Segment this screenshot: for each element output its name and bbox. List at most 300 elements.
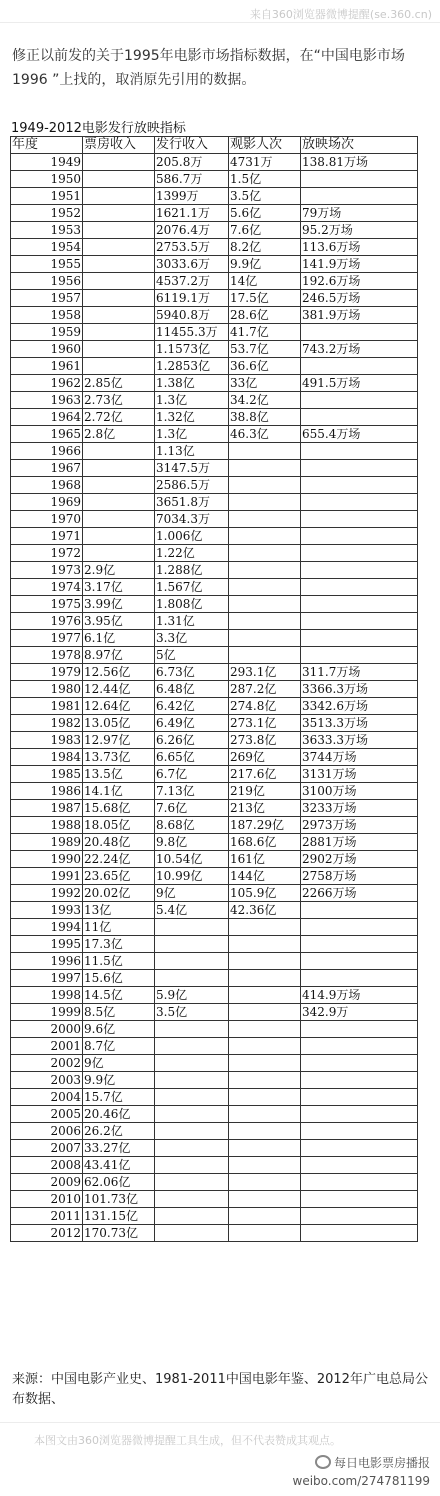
cell-year: 1977: [11, 630, 83, 647]
cell-audience: [229, 613, 301, 630]
cell-distribution: 1.13亿: [155, 443, 229, 460]
cell-box-office: [83, 511, 155, 528]
cell-audience: [229, 1174, 301, 1191]
cell-audience: [229, 1191, 301, 1208]
cell-distribution: 1399万: [155, 188, 229, 205]
cell-audience: [229, 477, 301, 494]
cell-distribution: 6.48亿: [155, 681, 229, 698]
cell-year: 2009: [11, 1174, 83, 1191]
cell-year: 1952: [11, 205, 83, 222]
cell-screenings: [301, 1191, 418, 1208]
cell-audience: [229, 987, 301, 1004]
cell-audience: 8.2亿: [229, 239, 301, 256]
cell-screenings: 381.9万场: [301, 307, 418, 324]
cell-screenings: [301, 579, 418, 596]
cell-screenings: 2758万场: [301, 868, 418, 885]
cell-year: 1960: [11, 341, 83, 358]
table-row: [11, 545, 418, 562]
cell-distribution: 11455.3万: [155, 324, 229, 341]
cell-box-office: [83, 222, 155, 239]
cell-box-office: 18.05亿: [83, 817, 155, 834]
table-row: [11, 1072, 418, 1089]
cell-year: 1983: [11, 732, 83, 749]
cell-audience: [229, 1072, 301, 1089]
cell-distribution: [155, 1191, 229, 1208]
cell-screenings: [301, 1174, 418, 1191]
cell-box-office: [83, 324, 155, 341]
cell-year: 1955: [11, 256, 83, 273]
cell-distribution: 6.42亿: [155, 698, 229, 715]
cell-distribution: 7.13亿: [155, 783, 229, 800]
table-row: [11, 630, 418, 647]
cell-screenings: [301, 528, 418, 545]
cell-distribution: 3.3亿: [155, 630, 229, 647]
table-row: [11, 953, 418, 970]
cell-screenings: [301, 647, 418, 664]
cell-year: 1970: [11, 511, 83, 528]
table-row: [11, 800, 418, 817]
cell-distribution: 1.32亿: [155, 409, 229, 426]
cell-audience: [229, 953, 301, 970]
cell-distribution: 8.68亿: [155, 817, 229, 834]
cell-box-office: 15.7亿: [83, 1089, 155, 1106]
cell-screenings: 113.6万场: [301, 239, 418, 256]
weibo-account-name: 每日电影票房播报: [333, 1456, 430, 1470]
header-audience: 观影人次: [229, 137, 301, 154]
table-row: [11, 562, 418, 579]
table-row: [11, 1004, 418, 1021]
cell-year: 2002: [11, 1055, 83, 1072]
cell-distribution: 1.3亿: [155, 392, 229, 409]
cell-box-office: 13.05亿: [83, 715, 155, 732]
cell-year: 2004: [11, 1089, 83, 1106]
cell-box-office: 20.02亿: [83, 885, 155, 902]
cell-year: 1984: [11, 749, 83, 766]
cell-distribution: [155, 1140, 229, 1157]
cell-distribution: 2586.5万: [155, 477, 229, 494]
cell-screenings: 655.4万场: [301, 426, 418, 443]
cell-distribution: 9亿: [155, 885, 229, 902]
table-row: [11, 443, 418, 460]
cell-audience: 3.5亿: [229, 188, 301, 205]
cell-box-office: 3.99亿: [83, 596, 155, 613]
cell-year: 2008: [11, 1157, 83, 1174]
cell-screenings: [301, 562, 418, 579]
cell-year: 1963: [11, 392, 83, 409]
cell-distribution: 9.8亿: [155, 834, 229, 851]
cell-distribution: 5.9亿: [155, 987, 229, 1004]
cell-audience: [229, 1055, 301, 1072]
cell-year: 1982: [11, 715, 83, 732]
cell-audience: [229, 1004, 301, 1021]
cell-audience: [229, 562, 301, 579]
cell-audience: 293.1亿: [229, 664, 301, 681]
cell-year: 1957: [11, 290, 83, 307]
cell-screenings: 79万场: [301, 205, 418, 222]
cell-screenings: 246.5万场: [301, 290, 418, 307]
cell-distribution: 1.567亿: [155, 579, 229, 596]
table-row: [11, 154, 418, 171]
table-row: [11, 919, 418, 936]
cell-box-office: [83, 494, 155, 511]
film-stats-table: [10, 136, 418, 1242]
header-box-office: 票房收入: [83, 137, 155, 154]
cell-distribution: [155, 1055, 229, 1072]
cell-distribution: 5亿: [155, 647, 229, 664]
cell-screenings: 743.2万场: [301, 341, 418, 358]
table-row: [11, 341, 418, 358]
table-row: [11, 732, 418, 749]
cell-box-office: 14.5亿: [83, 987, 155, 1004]
cell-audience: [229, 936, 301, 953]
cell-year: 1979: [11, 664, 83, 681]
table-row: [11, 1123, 418, 1140]
table-row: [11, 987, 418, 1004]
cell-year: 2007: [11, 1140, 83, 1157]
table-row: [11, 596, 418, 613]
cell-year: 1951: [11, 188, 83, 205]
cell-audience: 34.2亿: [229, 392, 301, 409]
cell-box-office: 13亿: [83, 902, 155, 919]
cell-screenings: [301, 630, 418, 647]
cell-screenings: [301, 511, 418, 528]
header-distribution: 发行收入: [155, 137, 229, 154]
cell-audience: [229, 970, 301, 987]
table-row: [11, 715, 418, 732]
table-row: [11, 1021, 418, 1038]
cell-year: 1987: [11, 800, 83, 817]
cell-distribution: 3147.5万: [155, 460, 229, 477]
cell-distribution: [155, 1038, 229, 1055]
cell-box-office: [83, 171, 155, 188]
table-row: [11, 834, 418, 851]
cell-box-office: 22.24亿: [83, 851, 155, 868]
cell-distribution: 1.808亿: [155, 596, 229, 613]
cell-screenings: [301, 970, 418, 987]
cell-screenings: 95.2万场: [301, 222, 418, 239]
top-divider: [0, 22, 440, 23]
cell-audience: 1.5亿: [229, 171, 301, 188]
cell-screenings: 3744万场: [301, 749, 418, 766]
cell-box-office: 8.5亿: [83, 1004, 155, 1021]
table-row: [11, 358, 418, 375]
cell-screenings: [301, 1089, 418, 1106]
cell-screenings: 2881万场: [301, 834, 418, 851]
table-row: [11, 936, 418, 953]
table-row: [11, 851, 418, 868]
cell-box-office: 2.9亿: [83, 562, 155, 579]
cell-box-office: 12.44亿: [83, 681, 155, 698]
table-row: [11, 188, 418, 205]
cell-distribution: 3033.6万: [155, 256, 229, 273]
cell-audience: [229, 919, 301, 936]
cell-distribution: 205.8万: [155, 154, 229, 171]
cell-distribution: [155, 1106, 229, 1123]
table-row: [11, 511, 418, 528]
table-row: [11, 681, 418, 698]
cell-screenings: [301, 409, 418, 426]
table-row: [11, 1038, 418, 1055]
cell-year: 1949: [11, 154, 83, 171]
cell-year: 2010: [11, 1191, 83, 1208]
cell-distribution: [155, 1089, 229, 1106]
cell-box-office: [83, 528, 155, 545]
table-row: [11, 698, 418, 715]
cell-screenings: [301, 443, 418, 460]
table-row: [11, 409, 418, 426]
weibo-url: weibo.com/274781199: [292, 1474, 430, 1488]
cell-year: 1961: [11, 358, 83, 375]
cell-box-office: 62.06亿: [83, 1174, 155, 1191]
table-title: 1949-2012电影发行放映指标: [11, 121, 186, 136]
cell-screenings: 414.9万场: [301, 987, 418, 1004]
cell-distribution: 1.22亿: [155, 545, 229, 562]
cell-box-office: 15.68亿: [83, 800, 155, 817]
cell-distribution: 7034.3万: [155, 511, 229, 528]
cell-box-office: 9.9亿: [83, 1072, 155, 1089]
table-row: [11, 494, 418, 511]
cell-audience: [229, 1225, 301, 1242]
table-row: [11, 324, 418, 341]
cell-audience: [229, 1089, 301, 1106]
cell-box-office: 11.5亿: [83, 953, 155, 970]
cell-year: 1993: [11, 902, 83, 919]
cell-distribution: [155, 1072, 229, 1089]
cell-audience: [229, 1021, 301, 1038]
cell-audience: 41.7亿: [229, 324, 301, 341]
cell-screenings: [301, 919, 418, 936]
cell-distribution: 2076.4万: [155, 222, 229, 239]
cell-box-office: [83, 358, 155, 375]
cell-distribution: [155, 1157, 229, 1174]
cell-year: 1967: [11, 460, 83, 477]
cell-audience: 161亿: [229, 851, 301, 868]
cell-audience: 274.8亿: [229, 698, 301, 715]
table-row: [11, 664, 418, 681]
cell-distribution: 6119.1万: [155, 290, 229, 307]
cell-screenings: 3366.3万场: [301, 681, 418, 698]
cell-box-office: 8.97亿: [83, 647, 155, 664]
cell-distribution: 4537.2万: [155, 273, 229, 290]
cell-year: 1958: [11, 307, 83, 324]
cell-screenings: [301, 460, 418, 477]
table-row: [11, 460, 418, 477]
table-row: [11, 307, 418, 324]
table-row: [11, 1191, 418, 1208]
cell-screenings: [301, 596, 418, 613]
cell-audience: [229, 545, 301, 562]
cell-screenings: [301, 1055, 418, 1072]
table-row: [11, 1106, 418, 1123]
cell-year: 1965: [11, 426, 83, 443]
source-citation: 来源：中国电影产业史、1981-2011中国电影年鉴、2012年广电总局公布数据、: [12, 1372, 428, 1407]
cell-year: 1969: [11, 494, 83, 511]
cell-box-office: 17.3亿: [83, 936, 155, 953]
cell-screenings: [301, 171, 418, 188]
cell-distribution: [155, 970, 229, 987]
cell-box-office: [83, 477, 155, 494]
table-row: [11, 528, 418, 545]
cell-box-office: 8.7亿: [83, 1038, 155, 1055]
cell-year: 1953: [11, 222, 83, 239]
cell-box-office: 33.27亿: [83, 1140, 155, 1157]
cell-year: 2005: [11, 1106, 83, 1123]
cell-screenings: [301, 494, 418, 511]
cell-audience: 287.2亿: [229, 681, 301, 698]
cell-year: 1995: [11, 936, 83, 953]
cell-screenings: 138.81万场: [301, 154, 418, 171]
cell-audience: 144亿: [229, 868, 301, 885]
footer-divider: [0, 1422, 440, 1423]
table-row: [11, 766, 418, 783]
cell-distribution: 5.4亿: [155, 902, 229, 919]
cell-year: 1992: [11, 885, 83, 902]
cell-year: 2012: [11, 1225, 83, 1242]
cell-screenings: [301, 1225, 418, 1242]
cell-box-office: 6.1亿: [83, 630, 155, 647]
cell-screenings: [301, 324, 418, 341]
cell-year: 2001: [11, 1038, 83, 1055]
cell-box-office: [83, 460, 155, 477]
table-row: [11, 902, 418, 919]
cell-screenings: 3513.3万场: [301, 715, 418, 732]
cell-audience: [229, 528, 301, 545]
cell-distribution: 1.288亿: [155, 562, 229, 579]
cell-year: 1975: [11, 596, 83, 613]
cell-year: 1973: [11, 562, 83, 579]
cell-year: 2011: [11, 1208, 83, 1225]
table-row: [11, 426, 418, 443]
cell-screenings: 491.5万场: [301, 375, 418, 392]
table-row: [11, 1157, 418, 1174]
cell-audience: [229, 1106, 301, 1123]
cell-distribution: 1.2853亿: [155, 358, 229, 375]
cell-box-office: [83, 188, 155, 205]
cell-audience: [229, 494, 301, 511]
cell-distribution: 10.99亿: [155, 868, 229, 885]
cell-audience: 5.6亿: [229, 205, 301, 222]
cell-audience: 53.7亿: [229, 341, 301, 358]
cell-audience: 9.9亿: [229, 256, 301, 273]
cell-screenings: 3233万场: [301, 800, 418, 817]
cell-audience: [229, 647, 301, 664]
cell-distribution: 1.006亿: [155, 528, 229, 545]
cell-screenings: 3633.3万场: [301, 732, 418, 749]
cell-audience: [229, 1140, 301, 1157]
cell-audience: 17.5亿: [229, 290, 301, 307]
cell-year: 1976: [11, 613, 83, 630]
cell-distribution: 1.31亿: [155, 613, 229, 630]
cell-box-office: 131.15亿: [83, 1208, 155, 1225]
cell-box-office: 13.73亿: [83, 749, 155, 766]
cell-audience: [229, 511, 301, 528]
table-row: [11, 885, 418, 902]
cell-year: 1981: [11, 698, 83, 715]
cell-year: 1990: [11, 851, 83, 868]
disclaimer-text: 本图文由360浏览器微博提醒工具生成，但不代表赞成其观点。: [34, 1434, 341, 1447]
cell-box-office: [83, 154, 155, 171]
cell-box-office: 23.65亿: [83, 868, 155, 885]
cell-box-office: [83, 307, 155, 324]
cell-screenings: 192.6万场: [301, 273, 418, 290]
cell-year: 1959: [11, 324, 83, 341]
cell-screenings: 3100万场: [301, 783, 418, 800]
cell-box-office: 20.46亿: [83, 1106, 155, 1123]
cell-distribution: 6.49亿: [155, 715, 229, 732]
cell-distribution: [155, 1021, 229, 1038]
cell-audience: 213亿: [229, 800, 301, 817]
cell-box-office: [83, 256, 155, 273]
cell-screenings: [301, 1123, 418, 1140]
cell-box-office: 3.95亿: [83, 613, 155, 630]
cell-year: 1999: [11, 1004, 83, 1021]
cell-audience: 42.36亿: [229, 902, 301, 919]
cell-screenings: 311.7万场: [301, 664, 418, 681]
cell-screenings: [301, 188, 418, 205]
table-header-row: [11, 137, 418, 154]
cell-year: 1989: [11, 834, 83, 851]
cell-year: 1962: [11, 375, 83, 392]
table-row: [11, 273, 418, 290]
intro-text: 修正以前发的关于1995年电影市场指标数据，在“中国电影市场1996 ”上找的，取消原先引用的数据。: [12, 48, 405, 88]
cell-box-office: 2.85亿: [83, 375, 155, 392]
cell-screenings: [301, 1140, 418, 1157]
weibo-watermark: [293, 1454, 430, 1488]
cell-audience: [229, 630, 301, 647]
cell-audience: 105.9亿: [229, 885, 301, 902]
table-row: [11, 1225, 418, 1242]
cell-distribution: [155, 1174, 229, 1191]
cell-audience: 33亿: [229, 375, 301, 392]
cell-year: 1991: [11, 868, 83, 885]
cell-year: 1978: [11, 647, 83, 664]
cell-year: 1966: [11, 443, 83, 460]
cell-box-office: 9亿: [83, 1055, 155, 1072]
cell-screenings: 3342.6万场: [301, 698, 418, 715]
cell-distribution: 6.7亿: [155, 766, 229, 783]
table-row: [11, 579, 418, 596]
cell-audience: [229, 579, 301, 596]
cell-audience: [229, 596, 301, 613]
cell-screenings: [301, 953, 418, 970]
cell-screenings: [301, 902, 418, 919]
cell-box-office: 170.73亿: [83, 1225, 155, 1242]
cell-year: 2006: [11, 1123, 83, 1140]
cell-audience: [229, 443, 301, 460]
cell-year: 2000: [11, 1021, 83, 1038]
cell-screenings: 2266万场: [301, 885, 418, 902]
cell-audience: 219亿: [229, 783, 301, 800]
table-row: [11, 171, 418, 188]
table-row: [11, 375, 418, 392]
cell-distribution: 1.38亿: [155, 375, 229, 392]
cell-audience: 38.8亿: [229, 409, 301, 426]
cell-box-office: 12.97亿: [83, 732, 155, 749]
cell-box-office: [83, 545, 155, 562]
cell-box-office: [83, 239, 155, 256]
cell-year: 2003: [11, 1072, 83, 1089]
cell-distribution: 1.1573亿: [155, 341, 229, 358]
cell-distribution: [155, 1208, 229, 1225]
table-row: [11, 256, 418, 273]
cell-year: 1986: [11, 783, 83, 800]
cell-box-office: [83, 273, 155, 290]
cell-distribution: 7.6亿: [155, 800, 229, 817]
cell-year: 1996: [11, 953, 83, 970]
cell-audience: [229, 1123, 301, 1140]
cell-screenings: 2973万场: [301, 817, 418, 834]
cell-audience: 273.1亿: [229, 715, 301, 732]
